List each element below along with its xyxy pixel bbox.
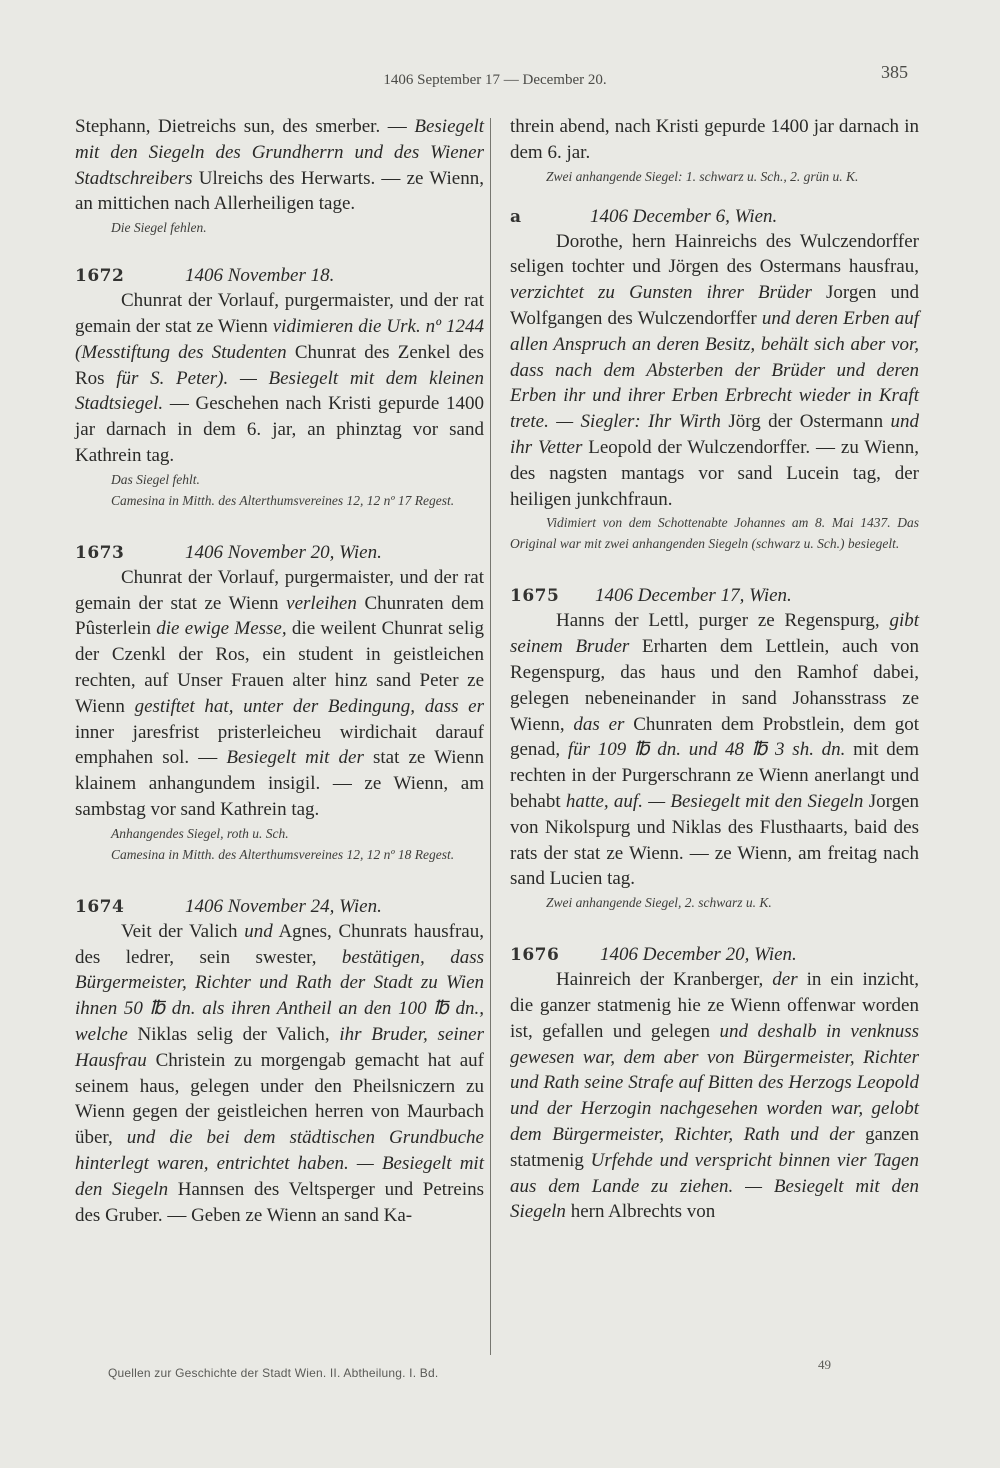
page-number: 385	[881, 62, 908, 82]
entry-date: 1406 November 20, Wien.	[185, 541, 382, 563]
entry-text: Chunrat der Vorlauf, purgermaister, und der rat gemain der stat ze Wienn verleihen Chunraten dem Pûsterlein die ewige Messe, die weilent Chunrat selig der Czenkl der Ros, ein student in geistleichen rechten, auf Unser Frauen alter hinz sand Peter ze Wienn gestiftet hat, unter der Bedingung, dass er inner jaresfrist pristerleicheu wirdichait darauf emphahen sol. — Besiegelt mit der stat ze Wienn klainem anhangundem insigil. — ze Wienn, am sambstag vor sand Kathrein tag.	[75, 566, 485, 820]
column-divider	[490, 118, 491, 1355]
entry-heading	[510, 205, 919, 229]
right-column	[510, 114, 919, 1225]
seal-note: Zwei anhangende Siegel, 2. schwarz u. K.	[546, 895, 772, 911]
entry-date: 1406 November 24, Wien.	[185, 895, 382, 917]
seal-note: Anhangendes Siegel, roth u. Sch.	[111, 825, 289, 841]
entry-number: 1676	[510, 945, 560, 966]
seal-note: Das Siegel fehlt.	[111, 471, 200, 487]
left-column	[75, 114, 484, 1228]
entry-heading	[510, 943, 919, 967]
sheet-signature: 49	[818, 1357, 831, 1372]
entry-date: 1406 December 6, Wien.	[590, 205, 778, 227]
entry-heading	[510, 584, 919, 608]
vidimus-note: Vidimiert von dem Schottenabte Johannes am 8. Mai 1437. Das Original war mit zwei anhangenden Siegeln (schwarz u. Sch.) besiegelt.	[510, 515, 919, 552]
entry-heading	[75, 541, 484, 565]
entry-number: 1675	[510, 586, 560, 607]
running-head: 1406 September 17 — December 20.	[383, 72, 607, 88]
seal-note: Die Siegel fehlen.	[111, 220, 207, 236]
reference-note: Camesina in Mitth. des Alterthumsvereines 12, 12 nº 17 Regest.	[111, 492, 455, 508]
entry-text: Dorothe, hern Hainreichs des Wulczendorffer seligen tochter und Jörgen des Ostermans hausfrau, verzichtet zu Gunsten ihrer Brüder Jorgen und Wolfgangen des Wulczendorffer und deren Erben auf allen Anspruch an deren Besitz, behält sich aber vor, dass nach dem Absterben der Brüder und deren Erben ihr und ihrer Erben Erbrecht wieder in Kraft trete. — Siegler: Ihr Wirth Jörg der Ostermann und ihr Vetter Leopold der Wulczendorffer. — zu Wienn, des nagsten mantags vor sand Lucein tag, der heiligen junkchfraun.	[510, 230, 919, 510]
entry-number: 1673	[75, 542, 125, 563]
entry-date: 1406 December 20, Wien.	[600, 944, 797, 966]
seal-note: Zwei anhangende Siegel: 1. schwarz u. Sch., 2. grün u. K.	[546, 168, 859, 184]
source-footer: Quellen zur Geschichte der Stadt Wien. II. Abtheilung. I. Bd.	[108, 1366, 439, 1380]
entry-text: Hanns der Lettl, purger ze Regenspurg, gibt seinem Bruder Erharten dem Lettlein, auch von Regenspurg, das haus und den Ramhof dabei, gelegen nebeneinander in sand Johansstrass ze Wienn, das er Chunraten dem Probstlein, dem got genad, für 109 ℔ dn. und 48 ℔ 3 sh. dn. mit dem rechten in der Purgerschrann ze Wienn anerlangt und behabt hatte, auf. — Besiegelt mit den Siegeln Jorgen von Nikolspurg und Niklas des Flusthaarts, baid des rats der stat ze Wienn. — ze Wienn, am freitag nach sand Lucien tag.	[510, 610, 920, 890]
entry-heading	[75, 264, 484, 288]
reference-note: Camesina in Mitth. des Alterthumsvereines 12, 12 nº 18 Regest.	[111, 846, 455, 862]
entry-text: Veit der Valich und Agnes, Chunrats hausfrau, des ledrer, sein swester, bestätigen, dass Bürgermeister, Richter und Rath der Stadt zu Wien ihnen 50 ℔ dn. als ihren Antheil an den 100 ℔ dn., welche Niklas selig der Valich, ihr Bruder, seiner Hausfrau Christein zu morgengab gemacht hat auf seinem haus, gelegen under den Pheilsniczern zu Wienn gegen der geistleichen herren von Maurbach über, und die bei dem städtischen Grundbuche hinterlegt waren, entrichtet haben. — Besiegelt mit den Siegeln Hannsen des Veltsperger und Petreins des Gruber. — Geben ze Wienn an sand Ka-	[75, 920, 485, 1226]
entry-date: 1406 December 17, Wien.	[595, 585, 792, 607]
entry-number: 1674	[75, 896, 125, 917]
entry-text: Chunrat der Vorlauf, purgermaister, und der rat gemain der stat ze Wienn vidimieren die Urk. nº 1244 (Messtiftung des Studenten Chunrat des Zenkel des Ros für S. Peter). — Besiegelt mit dem kleinen Stadtsiegel. — Geschehen nach Kristi gepurde 1400 jar darnach in dem 6. jar, an phinztag vor sand Kathrein tag.	[75, 290, 484, 466]
entry-date: 1406 November 18.	[185, 265, 335, 287]
continued-text: threin abend, nach Kristi gepurde 1400 jar darnach in dem 6. jar.	[510, 116, 919, 163]
entry-text: Hainreich der Kranberger, der in ein inzicht, die ganzer statmenig hie ze Wienn offenwar worden ist, gefallen und gelegen und deshalb in venknuss gewesen war, dem aber von Bürgermeister, Richter und Rath seine Strafe auf Bitten des Herzogs Leopold und der Herzogin nachgesehen worden war, gelobt dem Bürgermeister, Richter, Rath und der ganzen statmenig Urfehde und verspricht binnen vier Tagen aus dem Lande zu ziehen. — Besiegelt mit den Siegeln hern Albrechts von	[510, 969, 919, 1223]
entry-heading	[75, 895, 484, 919]
entry-number: a	[510, 206, 522, 227]
continued-text: Stephann, Dietreichs sun, des smerber. — Besiegelt mit den Siegeln des Grundherrn und des Wiener Stadtschreibers Ulreichs des Herwarts. — ze Wienn, an mittichen nach Allerheiligen tage.	[75, 116, 484, 215]
entry-number: 1672	[75, 266, 125, 287]
